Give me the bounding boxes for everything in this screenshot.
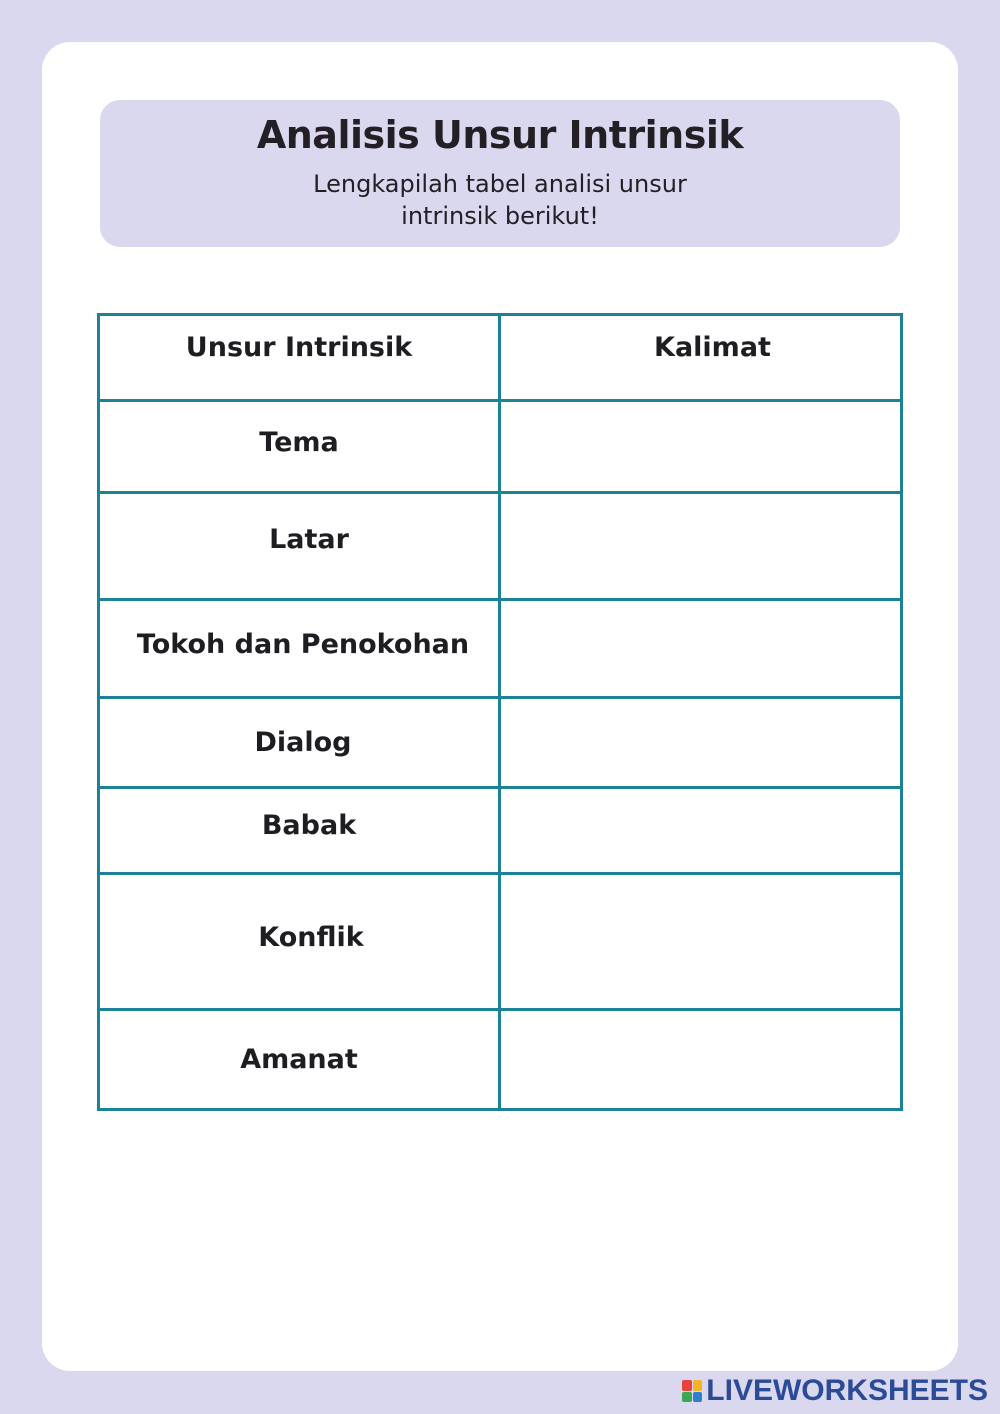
header-box <box>100 100 900 247</box>
liveworksheets-watermark <box>682 1374 988 1408</box>
table-row <box>99 874 902 1010</box>
table-row <box>99 401 902 493</box>
instruction-text: Lengkapilah tabel analisi unsur intrinsik berikut! <box>313 170 687 230</box>
row-label-tema: Tema <box>99 401 500 493</box>
row-label-konflik: Konflik <box>99 874 500 1010</box>
table-header-row <box>99 315 902 401</box>
table-row <box>99 493 902 600</box>
answer-cell-dialog[interactable] <box>500 698 902 788</box>
table-row <box>99 1010 902 1110</box>
answer-cell-babak[interactable] <box>500 788 902 874</box>
column-header-kalimat: Kalimat <box>500 315 902 401</box>
answer-cell-amanat[interactable] <box>500 1010 902 1110</box>
analysis-table <box>97 313 903 1111</box>
row-label-latar: Latar <box>99 493 500 600</box>
watermark-text: LIVEWORKSHEETS <box>706 1374 988 1407</box>
analysis-table-wrapper <box>97 313 903 1111</box>
page-title: Analisis Unsur Intrinsik <box>256 113 744 157</box>
row-label-amanat: Amanat <box>99 1010 500 1110</box>
row-label-tokoh: Tokoh dan Penokohan <box>99 600 500 698</box>
liveworksheets-logo-icon <box>682 1380 702 1402</box>
answer-cell-tema[interactable] <box>500 401 902 493</box>
answer-cell-latar[interactable] <box>500 493 902 600</box>
answer-cell-tokoh[interactable] <box>500 600 902 698</box>
table-row <box>99 600 902 698</box>
row-label-babak: Babak <box>99 788 500 874</box>
table-row <box>99 788 902 874</box>
table-row <box>99 698 902 788</box>
answer-cell-konflik[interactable] <box>500 874 902 1010</box>
row-label-dialog: Dialog <box>99 698 500 788</box>
column-header-unsur: Unsur Intrinsik <box>99 315 500 401</box>
